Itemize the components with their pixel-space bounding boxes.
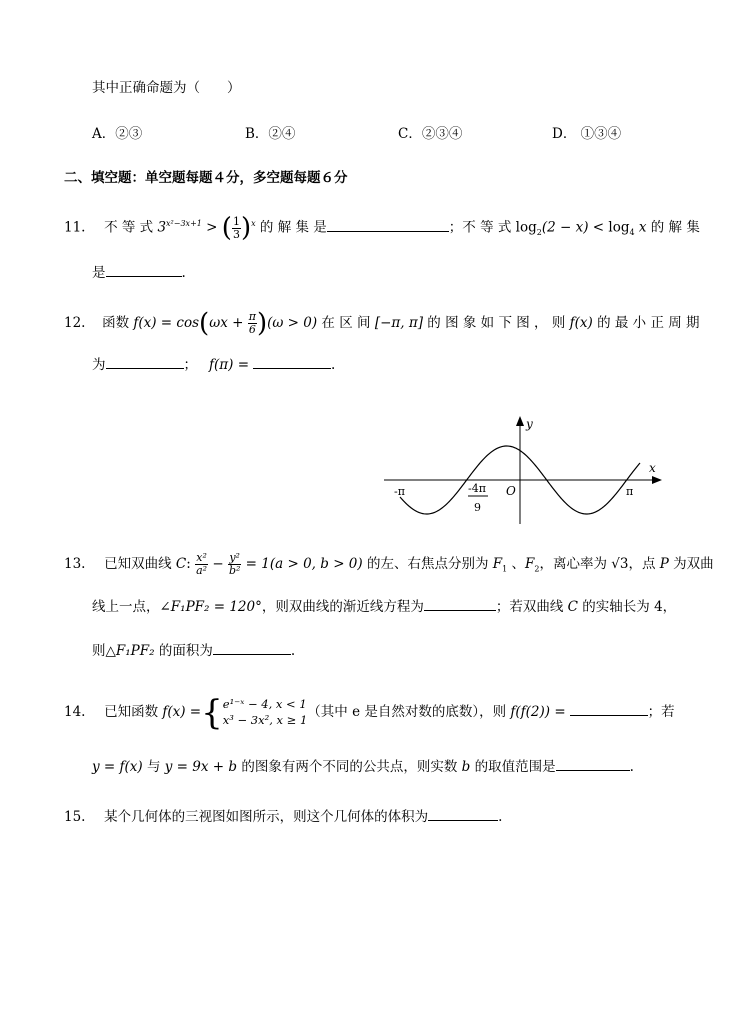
q13-text-3: ，离心率为 [539,556,612,572]
q13-sep: 、 [507,556,526,572]
question-15 [64,808,502,825]
choice-value: ②③ [115,126,143,142]
paren: ( [199,308,210,339]
zero-mark-denominator: 9 [474,501,481,514]
q14-brace: { [201,692,223,733]
origin-label: O [506,484,516,498]
choice-c [398,128,462,142]
q14-text-4: 与 [142,759,165,775]
choice-letter: C． [398,126,422,142]
q12-text-6: ； [183,357,197,373]
choice-letter: B． [245,126,269,142]
q11-base: 3 [157,219,167,236]
q15-end: . [498,809,503,825]
choice-letter: A． [92,126,116,142]
q11-log-base: 2 [536,228,542,238]
q13-colon: : [186,556,196,572]
q14-case-2: x³ − 3x², x ≥ 1 [222,712,308,727]
q12-text-3: 的 图 象 如 下 图 ， 则 [423,315,570,331]
q13-minus: − [208,556,228,572]
question-14-line-2 [92,758,634,775]
q13-triangle: △F₁PF₂ [105,643,155,659]
q13-fraction-x: $\frac{\text{x²}}{\text{a²}}$ [196,551,208,577]
section-title: 二、填空题：单空题每题４分，多空题每题６分 [64,170,348,186]
q13-curve-name: C [175,556,187,572]
question-number: 15. [64,809,86,825]
x-axis-arrow-icon [652,476,662,484]
question-14-line-1 [64,690,675,734]
choice-value: ②④ [268,126,296,142]
question-13-line-2 [92,598,676,615]
q13-text-9: 的实轴长为 4， [578,599,677,615]
q11-text-1: 不 等 式 [104,219,158,236]
q12-function-2: f(x) [569,315,593,331]
q14-case-1: e¹⁻ˣ − 4, x < 1 [222,696,307,711]
q13-text-11: 的面积为 [154,643,213,659]
answer-blank[interactable] [570,703,648,716]
q14-text-7: . [629,759,634,775]
question-11-line-1: 11. 不 等 式 $3^{x^2-3x+1}$ > ( $\frac{1}{3}$ )$^x$ 的 解 集 是 ；不 等 式 $\log_2(2 - x) < \log_4 x$ 的 解 集 [64,213,700,243]
q12-interval: [−π, π] [374,315,423,331]
question-intro: 其中正确命题为（ ） [92,80,241,96]
x-axis-label: x [649,461,656,475]
question-13-line-1 [64,548,714,580]
q12-f-pi: f(π) = [209,357,250,373]
q14-y-eq-fx: y = f(x) [92,759,143,775]
q12-arg: ωx + [209,315,248,331]
y-axis-label: y [526,417,533,431]
q11-text-3: ；不 等 式 [448,219,516,236]
y-axis-arrow-icon [516,416,524,426]
answer-blank[interactable] [428,808,498,821]
q12-text-4: 的 最 小 正 周 期 [592,315,700,331]
q11-text-2: 的 解 集 是 [255,219,327,236]
q13-text-10: 则 [92,643,106,659]
q14-line: y = 9x + b [164,759,238,775]
q14-text-2: （其中 e 是自然对数的底数），则 [307,704,511,720]
choice-value: ①③④ [576,126,622,142]
q14-text-5: 的图象有两个不同的公共点，则实数 [237,759,462,775]
q11-log: log [515,219,537,236]
answer-blank[interactable] [106,356,184,369]
q13-text-2: 的左、右焦点分别为 [362,556,493,572]
paren: ) [256,308,268,339]
choice-letter: D． [552,126,577,142]
q12-condition: (ω > 0) [267,315,318,331]
question-number: 11. [64,219,86,236]
q12-text-7: . [331,357,336,373]
q13-focus-1-sub: 1 [502,564,508,574]
q12-fraction: $\frac{\pi}{6}$ [248,310,256,336]
q14-function: f(x) = [162,704,202,720]
left-tick-label: -π [394,485,405,498]
q13-sqrt: √3 [611,556,629,572]
answer-blank[interactable] [327,219,449,232]
q14-text-6: 的取值范围是 [470,759,556,775]
choice-b [245,128,295,142]
choice-a [92,128,142,142]
q13-curve-name-2: C [567,599,579,615]
cosine-graph [380,410,670,530]
choice-d [552,128,621,142]
q13-focus-2-sub: 2 [534,564,540,574]
q11-text-4: 的 解 集 [646,219,700,236]
q12-text-5: 为 [92,357,106,373]
q11-log-arg-2: x [634,219,647,236]
q12-text-1: 函数 [102,315,134,331]
q13-point: P [659,556,669,572]
q14-cases [223,697,308,728]
q13-focus-2: F [525,556,535,572]
q14-ff2: f(f(2)) = [510,704,566,720]
q13-focus-1: F [492,556,503,572]
q13-angle: ∠F₁PF₂ = 120° [159,599,262,615]
question-13-line-3 [92,642,295,659]
q13-text-8: ；若双曲线 [495,599,568,615]
answer-blank[interactable] [253,356,331,369]
q13-text-6: 线上一点， [92,599,160,615]
q11-text-5: 是 [92,265,106,281]
q12-text-2: 在 区 间 [317,315,375,331]
answer-blank[interactable] [106,264,182,277]
answer-blank[interactable] [556,758,630,771]
question-12-line-1 [64,308,700,338]
q12-function: f(x) = cos [133,315,200,331]
q14-b: b [461,759,471,775]
q11-log-base-2: 4 [629,228,635,238]
q11-x-exponent: x [251,219,256,228]
q13-text-5: 为双曲 [668,556,714,572]
q11-log-arg: (2 − x) < [541,219,609,236]
q11-fraction: $\frac{1}{3}$ [232,214,240,241]
q14-text-1: 已知函数 [104,704,163,720]
q13-text-7: ，则双曲线的渐近线方程为 [261,599,424,615]
answer-blank[interactable] [213,642,291,655]
question-number: 14. [64,704,86,720]
q13-fraction-y: $\frac{\text{y²}}{\text{b²}}$ [228,551,241,577]
answer-blank[interactable] [424,598,496,611]
question-number: 13. [64,556,86,572]
q13-text-12: . [290,643,296,659]
q11-text-6: . [181,265,186,281]
choice-value: ②③④ [421,126,463,142]
q11-exponent: x²−3x+1 [166,219,202,228]
zero-mark-numerator: -4π [468,482,486,495]
q14-text-3: ；若 [647,704,675,720]
q13-text-4: ，点 [628,556,660,572]
q11-gt: > [201,219,222,236]
q11-log-2: log [608,219,630,236]
q13-text-1: 已知双曲线 [104,556,176,572]
question-11-line-2 [92,264,186,281]
right-tick-label: π [626,485,634,498]
q15-text: 某个几何体的三视图如图所示，则这个几何体的体积为 [104,809,429,825]
question-number: 12. [64,315,86,331]
question-12-line-2 [92,356,335,373]
q13-equation: = 1(a > 0, b > 0) [241,556,363,572]
